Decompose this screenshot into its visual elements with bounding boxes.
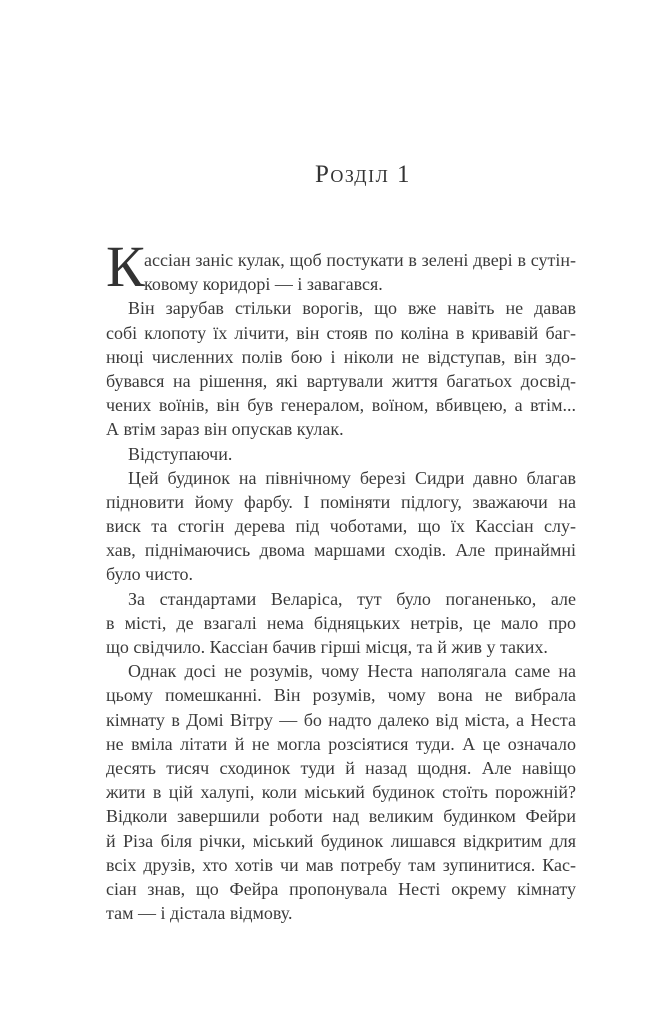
text-line: Відколи завершили роботи над великим будинком Фейри bbox=[106, 806, 576, 827]
text-line: А втім зараз він опускав кулак. bbox=[106, 419, 344, 440]
text-line: всіх друзів, хто хотів чи мав потребу там зупинитися. Кас- bbox=[106, 854, 576, 875]
body-text bbox=[106, 234, 576, 925]
text-line: десять тисяч сходинок туди й назад щодня. Але навіщо bbox=[106, 757, 576, 778]
chapter-heading: Розділ 1 bbox=[314, 161, 412, 188]
drop-cap: К bbox=[106, 234, 145, 299]
text-line: хав, піднімаючись двома маршами сходів. Але принаймні bbox=[106, 540, 576, 561]
text-line: що свідчило. Кассіан бачив гірші місця, та й жив у таких. bbox=[106, 637, 548, 657]
text-line: Однак досі не розумів, чому Неста наполягала саме на bbox=[128, 661, 576, 682]
text-line: жити в цій халупі, коли міський будинок стоїть порожній? bbox=[106, 782, 576, 803]
text-line: За стандартами Веларіса, тут було поганенько, але bbox=[128, 588, 576, 609]
text-line: не вміла літати й не могла розсіятися туди. А це означало bbox=[106, 733, 576, 754]
text-line: виск та стогін дерева під чоботами, що їх Кассіан слу- bbox=[106, 516, 576, 537]
text-line: чених воїнів, він був генералом, воїном, вбивцею, а втім... bbox=[106, 395, 576, 416]
text-line: кімнату в Домі Вітру — бо надто далеко від міста, а Неста bbox=[106, 709, 576, 730]
text-line: й Різа біля річки, міський будинок лишався відкритим для bbox=[106, 830, 576, 851]
text-line: Він зарубав стільки ворогів, що вже навіть не давав bbox=[128, 298, 576, 319]
text-line: цьому помешканні. Він розумів, чому вона не вибрала bbox=[106, 685, 576, 706]
text-line: собі клопоту їх лічити, він стояв по коліна в кривавій баг- bbox=[106, 322, 576, 343]
text-line: Відступаючи. bbox=[128, 443, 233, 464]
text-line: Цей будинок на північному березі Сидри давно благав bbox=[128, 467, 576, 488]
text-line: бувався на рішення, які вартували життя багатьох досвід- bbox=[106, 370, 576, 391]
text-line: в місті, де взагалі нема бідняцьких нетрів, це мало про bbox=[106, 612, 576, 633]
paragraph bbox=[106, 466, 576, 587]
text-line: сіан знав, що Фейра пропонувала Несті окрему кімнату bbox=[106, 878, 576, 899]
paragraph bbox=[106, 234, 576, 299]
text-line: було чисто. bbox=[106, 564, 193, 585]
paragraph bbox=[106, 442, 576, 466]
text-line: там — і дістала відмову. bbox=[106, 903, 293, 924]
paragraph bbox=[106, 587, 576, 660]
text-line: ковому коридорі — і завагався. bbox=[144, 274, 383, 295]
text-line: ассіан заніс кулак, щоб постукати в зелені двері в сутін- bbox=[144, 250, 576, 270]
text-line: підновити йому фарбу. І поміняти підлогу, зважаючи на bbox=[106, 491, 576, 512]
text-line: нюці численних полів бою і ніколи не відступав, він здо- bbox=[106, 346, 576, 367]
paragraph bbox=[106, 659, 576, 925]
paragraph bbox=[106, 296, 576, 441]
